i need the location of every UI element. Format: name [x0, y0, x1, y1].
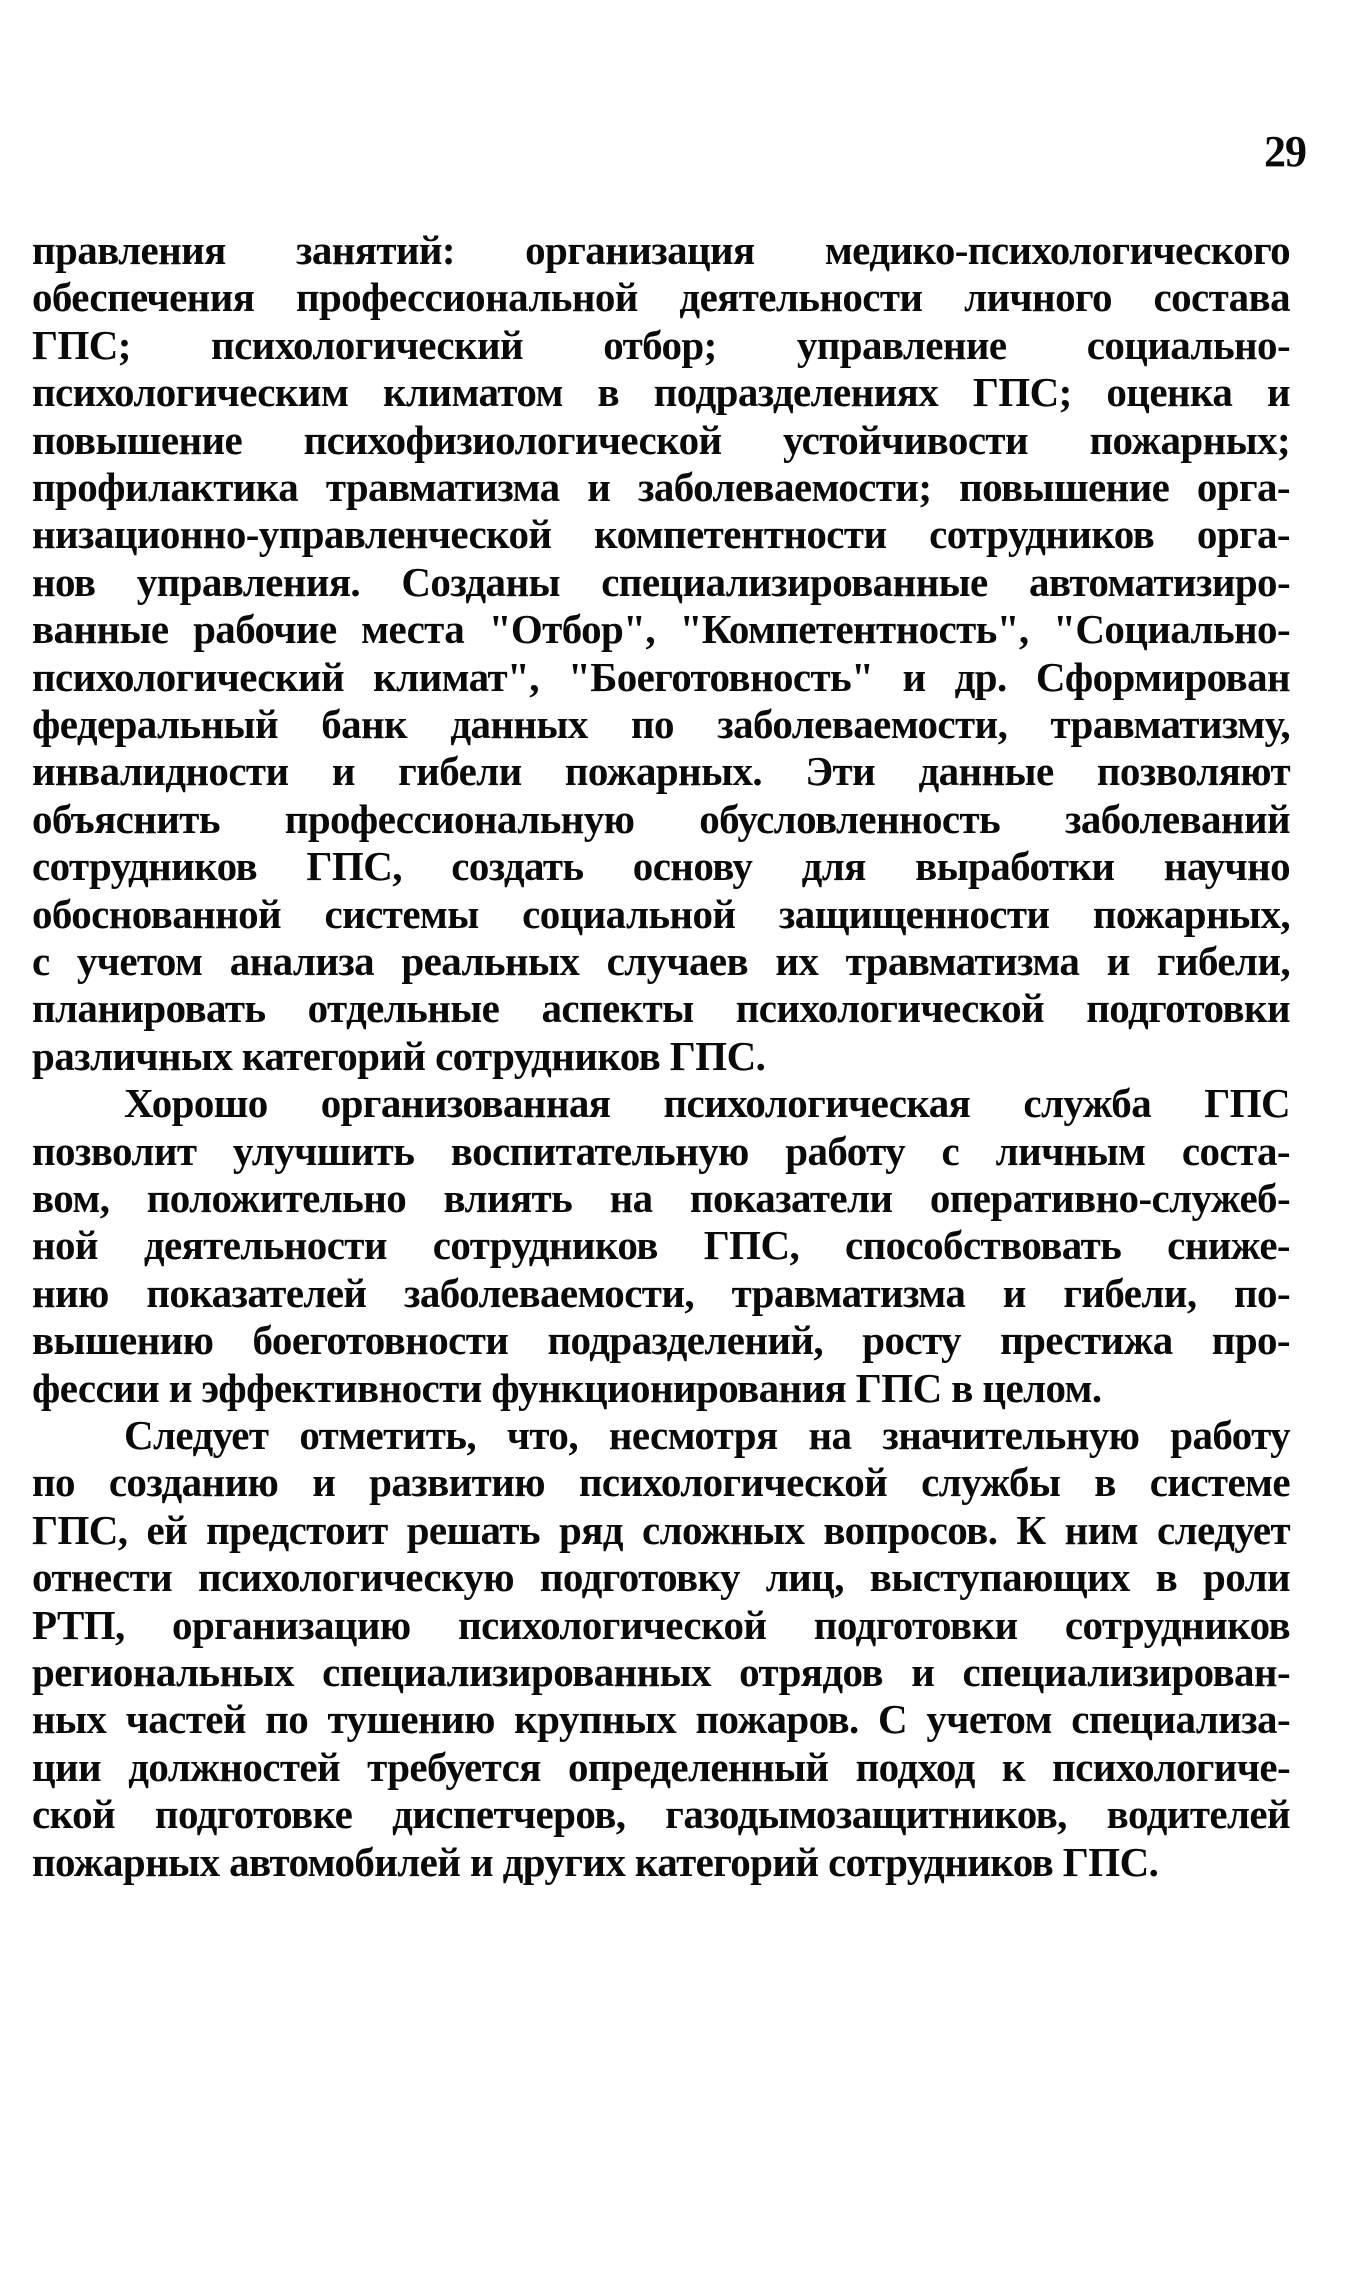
text-line: федеральный банк данных по заболеваемости, травматизму,	[32, 701, 1290, 747]
text-line: сотрудников ГПС, создать основу для выработки научно	[32, 843, 1290, 889]
text-line: ГПС; психологический отбор; управление социально-	[32, 322, 1290, 368]
text-line: инвалидности и гибели пожарных. Эти данные позволяют	[32, 748, 1290, 794]
text-line: вышению боеготовности подразделений, росту престижа про-	[32, 1317, 1290, 1363]
text-line: ГПС, ей предстоит решать ряд сложных вопросов. К ним следует	[32, 1507, 1290, 1553]
text-line: повышение психофизиологической устойчивости пожарных;	[32, 417, 1290, 463]
text-line: отнести психологическую подготовку лиц, выступающих в роли	[32, 1554, 1290, 1600]
page-number: 29	[1264, 127, 1306, 176]
text-line: вом, положительно влиять на показатели оперативно-служеб-	[32, 1175, 1290, 1221]
text-line: нов управления. Созданы специализированные автоматизиро-	[32, 559, 1290, 605]
text-line: планировать отдельные аспекты психологической подготовки	[32, 985, 1290, 1031]
text-line: Хорошо организованная психологическая служба ГПС	[124, 1080, 1290, 1126]
text-line: профилактика травматизма и заболеваемости; повышение орга-	[32, 464, 1290, 510]
text-line: фессии и эффективности функционирования ГПС в целом.	[32, 1365, 1102, 1411]
text-line: ных частей по тушению крупных пожаров. С учетом специализа-	[32, 1696, 1290, 1742]
text-line: пожарных автомобилей и других категорий сотрудников ГПС.	[32, 1839, 1159, 1885]
text-line: с учетом анализа реальных случаев их травматизма и гибели,	[32, 938, 1290, 984]
text-line: ции должностей требуется определенный подход к психологиче-	[32, 1744, 1290, 1790]
text-line: Следует отметить, что, несмотря на значительную работу	[124, 1412, 1290, 1458]
text-line: ской подготовке диспетчеров, газодымозащитников, водителей	[32, 1791, 1290, 1837]
text-line: психологическим климатом в подразделениях ГПС; оценка и	[32, 369, 1290, 415]
text-line: нию показателей заболеваемости, травматизма и гибели, по-	[32, 1270, 1290, 1316]
text-line: региональных специализированных отрядов и специализирован-	[32, 1649, 1290, 1695]
text-line: ванные рабочие места "Отбор", "Компетентность", "Социально-	[32, 606, 1290, 652]
text-line: правления занятий: организация медико-психологического	[32, 227, 1290, 273]
text-line: РТП, организацию психологической подготовки сотрудников	[32, 1602, 1290, 1648]
text-line: ной деятельности сотрудников ГПС, способствовать сниже-	[32, 1222, 1290, 1268]
text-line: объяснить профессиональную обусловленность заболеваний	[32, 796, 1290, 842]
text-line: различных категорий сотрудников ГПС.	[32, 1033, 766, 1079]
text-line: обоснованной системы социальной защищенности пожарных,	[32, 891, 1290, 937]
text-line: обеспечения профессиональной деятельности личного состава	[32, 274, 1290, 320]
text-line: позволит улучшить воспитательную работу с личным соста-	[32, 1128, 1290, 1174]
text-line: низационно-управленческой компетентности сотрудников орга-	[32, 511, 1290, 557]
text-line: психологический климат", "Боеготовность" и др. Сформирован	[32, 654, 1290, 700]
text-line: по созданию и развитию психологической службы в системе	[32, 1459, 1290, 1505]
